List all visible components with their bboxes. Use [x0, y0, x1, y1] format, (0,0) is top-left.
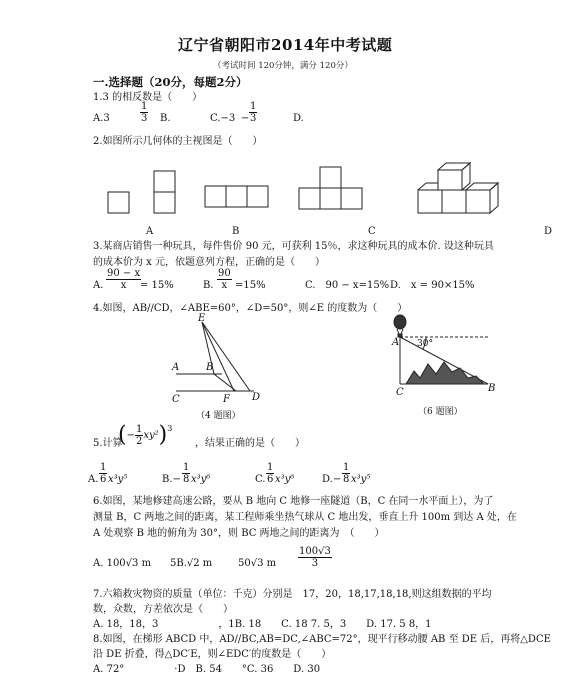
fraction-numerator: 1	[343, 462, 350, 473]
q3-stem-line1: 3.某商店销售一种玩具，每件售价 90 元，可获利 15％，求这种玩具的成本价. 设这种玩具	[93, 241, 494, 252]
q6-stem-line2: 测量 B，C 两地之间的距离，某工程师乘坐热气球从 C 地出发，垂直上升 100m 到达 A 处，在	[93, 512, 517, 523]
q5-option-c-fraction	[266, 462, 274, 485]
q7-stem-line2: 数，众数，方差依次是（ ）	[93, 604, 233, 615]
fraction-denominator: 3	[141, 113, 148, 124]
fraction-denominator: 2	[135, 436, 143, 447]
q5-option-a-fraction	[99, 462, 107, 485]
q5-stem-post: ，结果正确的是（ ）	[195, 438, 305, 449]
q2-label-a: A	[146, 226, 154, 237]
q6-stem-line3: A 处观察 B 地的俯角为 30°，则 BC 两地之间的距离为 （ ）	[93, 528, 385, 539]
q6-stem-line1: 6.如图，某地修建高速公路，要从 B 地向 C 地修一座隧道（B，C 在同一水平面上），为了	[93, 496, 494, 507]
fraction-numerator: 90 − x	[107, 268, 141, 279]
q1-option-c-sign: −	[241, 113, 250, 124]
q8-options: A. 72° ·D B. 54 °C. 36 D. 30	[93, 664, 321, 675]
balloon-icon	[394, 315, 406, 329]
q3-option-a-rest: = 15%	[140, 280, 174, 291]
q6-option-a: A. 100√3 m	[93, 558, 152, 569]
fraction-denominator: 3	[311, 558, 319, 569]
q7-stem-line1: 7.六箱救灾物资的质量（单位：千克）分别是 17，20，18,17,18,18,则这组数据的平均	[93, 589, 492, 600]
fraction-numerator: 1	[135, 424, 143, 435]
q1-stem: 1.3 的相反数是（ ）	[93, 92, 203, 103]
q3-option-d: D. x = 90×15%	[390, 280, 475, 291]
q2-label-c: C	[368, 226, 376, 237]
page-title: 辽宁省朝阳市2014年中考试题	[178, 36, 393, 54]
fraction-denominator: x	[120, 280, 127, 291]
q8-stem-line1: 8.如图，在梯形 ABCD 中，AD//BC,AB=DC,∠ABC=72°，现平行移动腰 AB 至 DE 后，再将△DCE	[93, 634, 551, 645]
q6-option-c: 50√3 m	[238, 558, 277, 569]
q5-option-d-label: D.−	[322, 474, 342, 485]
fraction-numerator: 1	[250, 101, 257, 112]
q3-option-a-label: A.	[93, 280, 104, 291]
q5-option-a-label: A.	[88, 474, 99, 485]
q3-option-c: C. 90 − x=15%	[305, 280, 390, 291]
q6-label-c: C	[396, 387, 404, 398]
q5-option-b-label: B.−	[162, 474, 181, 485]
q3-option-b-rest: =15%	[235, 280, 266, 291]
mountain-shape	[406, 362, 484, 384]
q6-option-b: 5B.√2 m	[170, 558, 213, 569]
q5-option-a-expr: x³y⁵	[108, 474, 128, 485]
fraction-denominator: x	[221, 280, 228, 291]
q4-caption: （4 题图）	[196, 411, 241, 421]
q5-stem-pre: 5.计算	[93, 438, 123, 449]
q2-stem: 2.如图所示几何体的主视图是（ ）	[93, 136, 263, 147]
q5-exponent: 3	[167, 424, 173, 433]
fraction-numerator: 1	[183, 462, 190, 473]
fraction-numerator: 1	[141, 101, 148, 112]
q5-option-c-label: C.	[255, 474, 266, 485]
q5-expression: (− $\frac{1}{2}$ xy²)$^3$	[118, 422, 173, 448]
fraction-denominator: 8	[183, 474, 190, 485]
q4-label-a: A	[172, 362, 180, 373]
q1-option-b-label: B.	[160, 113, 171, 124]
fraction-numerator: 100√3	[299, 546, 331, 557]
q4-label-e: E	[198, 313, 206, 324]
q6-label-angle: 30°	[417, 339, 433, 349]
fraction-numerator: 90	[218, 268, 231, 279]
q4-label-d: D	[252, 392, 261, 403]
q5-option-c-expr: x³y⁶	[275, 474, 295, 485]
q4-label-f: F	[223, 394, 230, 405]
section-heading: 一.选择题（20分，每题2分）	[93, 75, 248, 89]
q5-option-b-fraction	[182, 462, 190, 485]
q6-option-d-fraction	[298, 546, 332, 569]
q5-option-b-expr: x³y⁶	[191, 474, 211, 485]
fraction-denominator: 6	[100, 474, 107, 485]
q5-option-d-fraction	[342, 462, 350, 485]
q5-expr-body: xy²	[143, 430, 159, 441]
q3-option-b-label: B.	[203, 280, 214, 291]
q1-option-d: D.	[293, 113, 304, 124]
q4-label-b: B	[206, 362, 214, 373]
q6-label-a: A	[392, 337, 400, 348]
fraction-numerator: 1	[100, 462, 107, 473]
q6-label-b: B	[488, 383, 496, 394]
fraction-denominator: 8	[343, 474, 350, 485]
q1-option-c-label: C.−3	[210, 113, 236, 124]
q7-options: A. 18，18，3 ，1B. 18 C. 18 7. 5，3 D. 17. 5 8，1	[93, 619, 432, 630]
fraction-denominator: 3	[250, 113, 257, 124]
q2-label-b: B	[232, 226, 240, 237]
fraction-denominator: 6	[267, 474, 274, 485]
q4-label-c: C	[172, 394, 180, 405]
q6-caption: （6 题图）	[418, 407, 463, 417]
q5-option-d-expr: x³y⁵	[351, 474, 371, 485]
exam-info: （考试时间 120分钟，满分 120分）	[213, 61, 353, 71]
q8-stem-line2: 沿 DE 折叠，得△DC′E，则∠EDC′的度数是（ ）	[93, 649, 332, 660]
q3-stem-line2: 的成本价为 x 元，依题意列方程，正确的是（ ）	[93, 257, 325, 268]
q2-label-d: D	[544, 226, 553, 237]
fraction-numerator: 1	[267, 462, 274, 473]
q1-option-a: A.3	[93, 113, 110, 124]
q4-stem: 4.如图，AB//CD，∠ABE=60°，∠D=50°，则∠E 的度数为（ ）	[93, 303, 408, 314]
